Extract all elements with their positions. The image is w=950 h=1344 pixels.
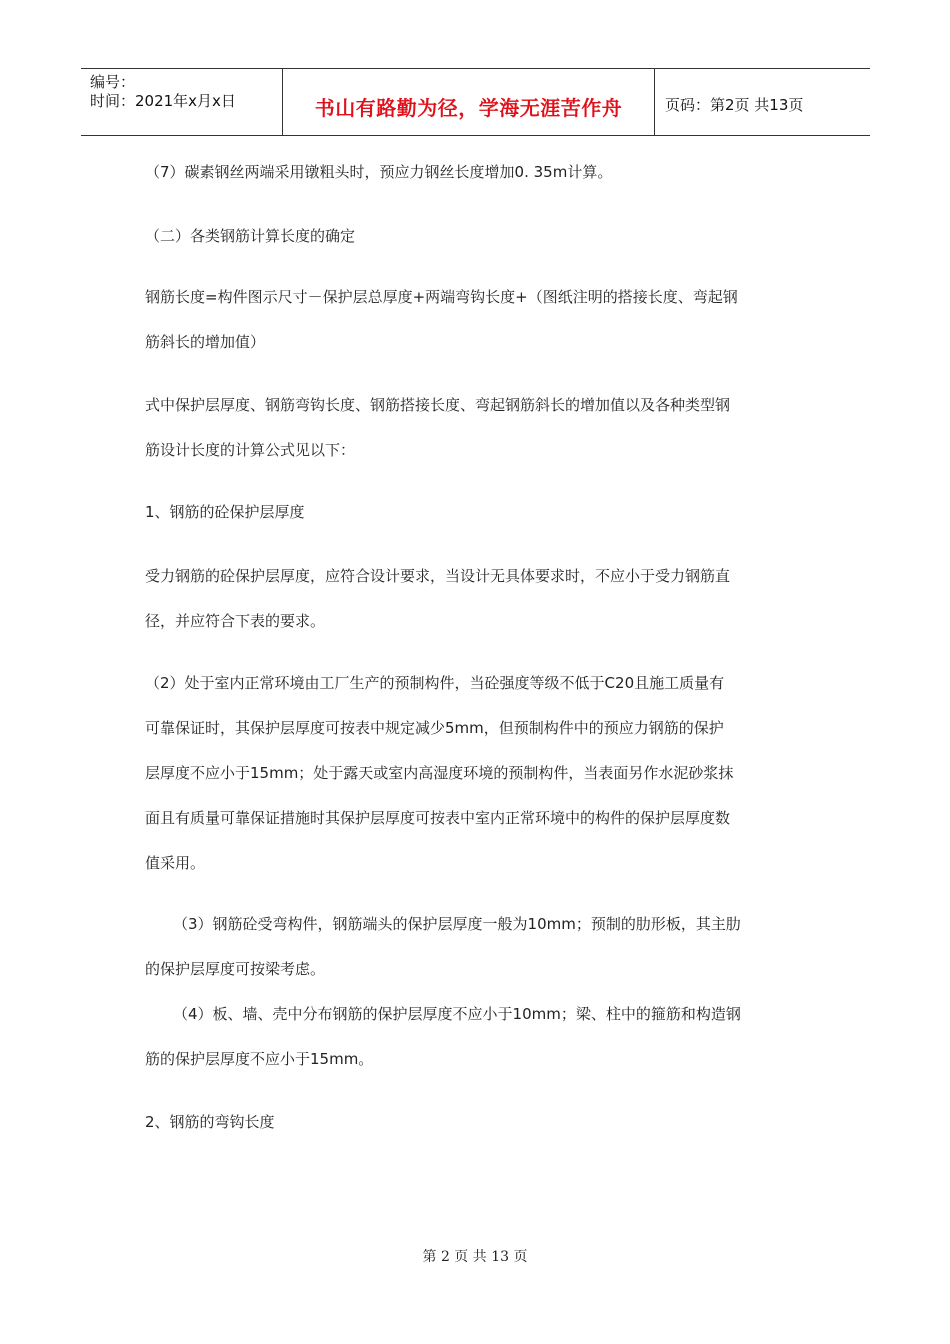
- paragraph-line: 可靠保证时，其保护层厚度可按表中规定减少5mm，但预制构件中的预应力钢筋的保护: [145, 719, 724, 737]
- paragraph-line: 筋的保护层厚度不应小于15mm。: [145, 1050, 374, 1068]
- date-label: 时间：2021年x月x日: [90, 92, 236, 110]
- subsection-heading: 2、钢筋的弯钩长度: [145, 1113, 275, 1131]
- paragraph-line: （2）处于室内正常环境由工厂生产的预制构件，当砼强度等级不低于C20且施工质量有: [145, 674, 725, 692]
- paragraph-line: 值采用。: [145, 854, 206, 872]
- page-footer: 第 2 页 共 13 页: [422, 1249, 528, 1265]
- header-page-cell: [655, 69, 870, 135]
- paragraph-line: 式中保护层厚度、钢筋弯钩长度、钢筋搭接长度、弯起钢筋斜长的增加值以及各种类型钢: [145, 396, 731, 414]
- serial-number-label: 编号：: [90, 73, 136, 91]
- header-left-cell: [81, 69, 282, 135]
- paragraph-line: （4）板、墙、壳中分布钢筋的保护层厚度不应小于10mm；梁、柱中的箍筋和构造钢: [173, 1005, 741, 1023]
- motto-text: 书山有路勤为径，学海无涯苦作舟: [314, 96, 623, 120]
- paragraph-line: 受力钢筋的砼保护层厚度，应符合设计要求，当设计无具体要求时，不应小于受力钢筋直: [145, 567, 731, 585]
- paragraph-line: 面且有质量可靠保证措施时其保护层厚度可按表中室内正常环境中的构件的保护层厚度数: [145, 809, 731, 827]
- paragraph-line: 的保护层厚度可按梁考虑。: [145, 960, 326, 978]
- page-header: [81, 68, 870, 136]
- paragraph-line: （3）钢筋砼受弯构件，钢筋端头的保护层厚度一般为10mm；预制的肋形板，其主肋: [173, 915, 741, 933]
- paragraph-line: 层厚度不应小于15mm；处于露天或室内高湿度环境的预制构件，当表面另作水泥砂浆抹: [145, 764, 734, 782]
- paragraph-line: （7）碳素钢丝两端采用镦粗头时，预应力钢丝长度增加0. 35m计算。: [145, 163, 613, 181]
- section-heading: （二）各类钢筋计算长度的确定: [145, 227, 356, 245]
- paragraph-line: 径，并应符合下表的要求。: [145, 612, 326, 630]
- paragraph-line: 筋设计长度的计算公式见以下：: [145, 441, 356, 459]
- subsection-heading: 1、钢筋的砼保护层厚度: [145, 503, 305, 521]
- page-info: 页码：第2页 共13页: [665, 96, 804, 114]
- paragraph-line: 钢筋长度=构件图示尺寸－保护层总厚度+两端弯钩长度+（图纸注明的搭接长度、弯起钢: [145, 288, 738, 306]
- header-motto-cell: [282, 69, 655, 135]
- paragraph-line: 筋斜长的增加值）: [145, 333, 266, 351]
